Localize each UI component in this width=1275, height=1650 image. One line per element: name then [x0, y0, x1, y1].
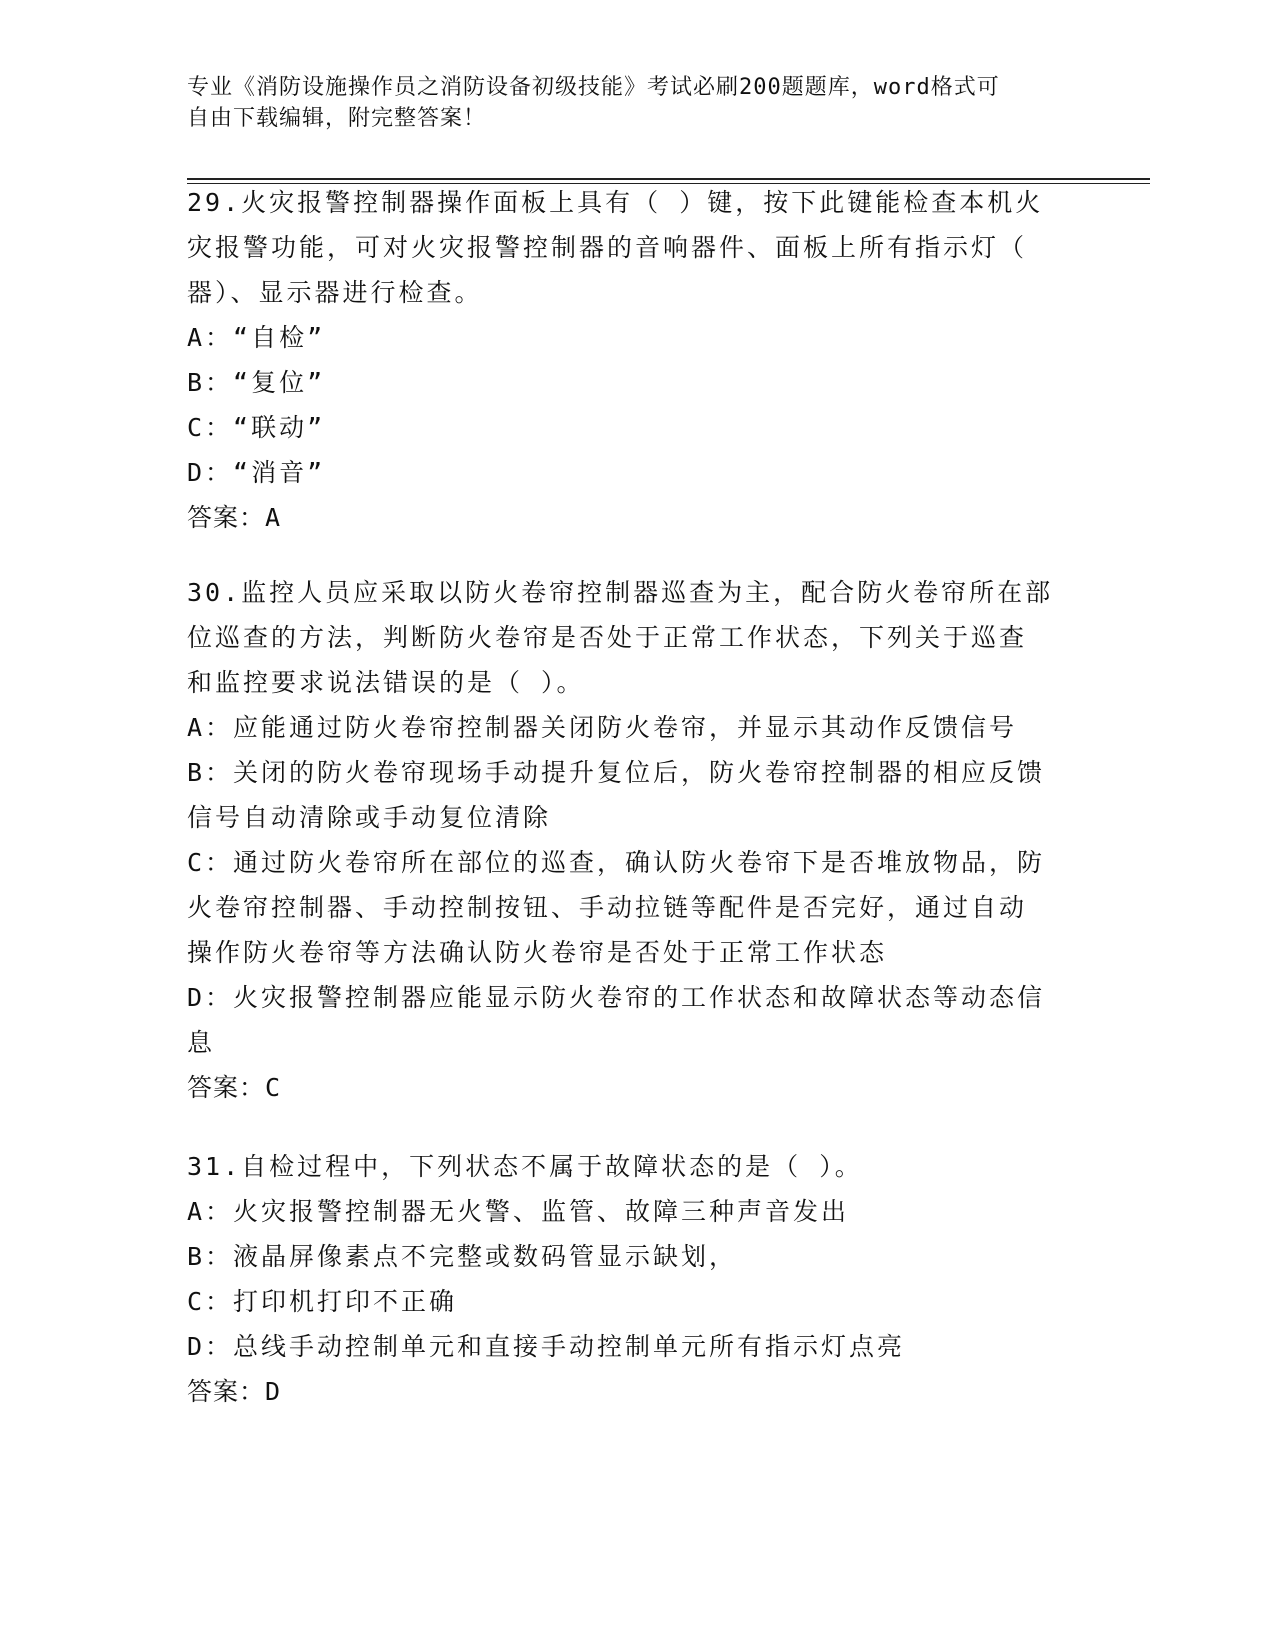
- option-a: A：应能通过防火卷帘控制器关闭防火卷帘，并显示其动作反馈信号: [187, 713, 1018, 742]
- header-line: 专业《消防设施操作员之消防设备初级技能》考试必刷200题题库，word格式可: [187, 75, 1000, 100]
- answer-line: [187, 1065, 1077, 1110]
- question-text-line: 位巡查的方法，判断防火卷帘是否处于正常工作状态，下列关于巡查: [187, 623, 1028, 652]
- answer-label: 答案：: [187, 1377, 266, 1406]
- question-text-line: 31.自检过程中，下列状态不属于故障状态的是（ ）。: [187, 1152, 863, 1181]
- answer-line: [187, 1369, 1077, 1414]
- option-a: A：火灾报警控制器无火警、监管、故障三种声音发出: [187, 1197, 850, 1226]
- option-d-continued: 息: [187, 1028, 216, 1057]
- option-b-continued: 信号自动清除或手动复位清除: [187, 803, 552, 832]
- option-c: C：“联动”: [187, 413, 326, 442]
- question-text-line: 29.火灾报警控制器操作面板上具有（ ）键，按下此键能检查本机火: [187, 188, 1044, 217]
- question-31: [187, 1144, 1077, 1414]
- question-text-line: 器）、显示器进行检查。: [187, 278, 483, 307]
- option-c: C：通过防火卷帘所在部位的巡查，确认防火卷帘下是否堆放物品，防: [187, 848, 1046, 877]
- answer-label: 答案：: [187, 503, 266, 532]
- option-b: B：液晶屏像素点不完整或数码管显示缺划，: [187, 1242, 738, 1271]
- question-29: [187, 180, 1077, 540]
- answer-value: D: [265, 1377, 282, 1406]
- option-d: D：“消音”: [187, 458, 326, 487]
- answer-label: 答案：: [187, 1073, 266, 1102]
- question-text-line: 30.监控人员应采取以防火卷帘控制器巡查为主，配合防火卷帘所在部: [187, 578, 1054, 607]
- question-text-line: 和监控要求说法错误的是（ ）。: [187, 668, 585, 697]
- answer-value: A: [265, 503, 282, 532]
- answer-line: [187, 495, 1077, 540]
- answer-value: C: [265, 1073, 282, 1102]
- option-b: B：“复位”: [187, 368, 326, 397]
- option-d: D：总线手动控制单元和直接手动控制单元所有指示灯点亮: [187, 1332, 906, 1361]
- option-a: A：“自检”: [187, 323, 326, 352]
- document-header: [187, 72, 1067, 134]
- option-b: B：关闭的防火卷帘现场手动提升复位后，防火卷帘控制器的相应反馈: [187, 758, 1046, 787]
- header-line: 自由下载编辑，附完整答案！: [187, 106, 487, 131]
- question-text-line: 灾报警功能，可对火灾报警控制器的音响器件、面板上所有指示灯（: [187, 233, 1028, 262]
- option-c: C：打印机打印不正确: [187, 1287, 458, 1316]
- question-30: [187, 570, 1077, 1110]
- option-d: D：火灾报警控制器应能显示防火卷帘的工作状态和故障状态等动态信: [187, 983, 1046, 1012]
- option-c-continued: 火卷帘控制器、手动控制按钮、手动拉链等配件是否完好，通过自动: [187, 893, 1028, 922]
- option-c-continued: 操作防火卷帘等方法确认防火卷帘是否处于正常工作状态: [187, 938, 888, 967]
